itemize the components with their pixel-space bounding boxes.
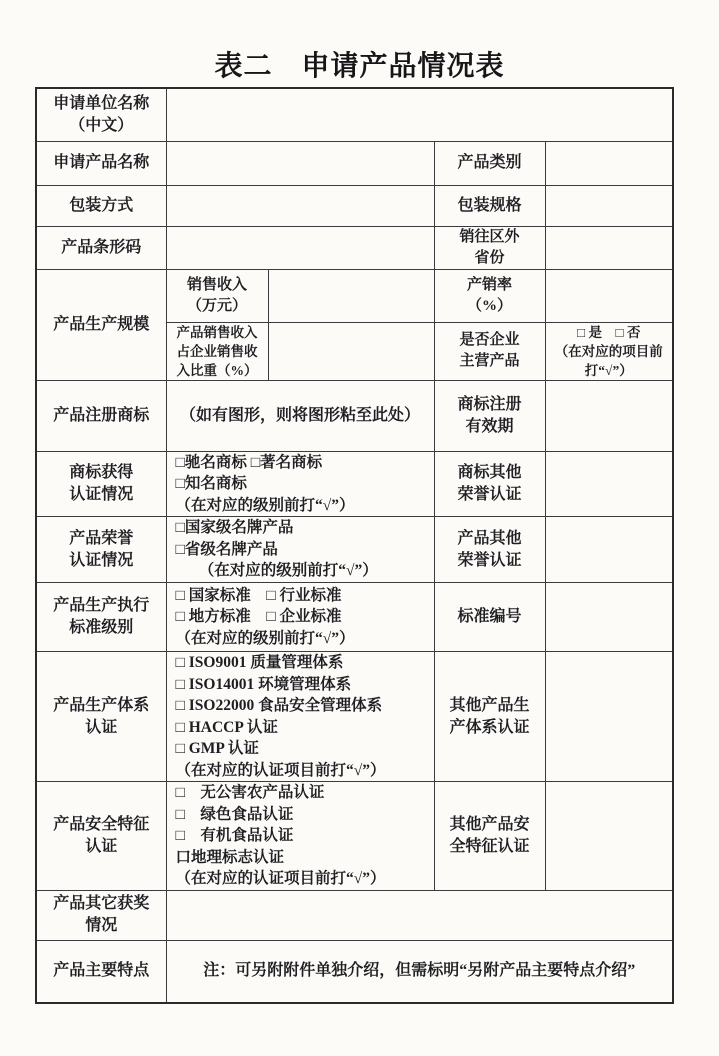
checkbox-hint-line: （在对应的级别前打“√”） [175,562,378,580]
label-line: 占企业销售收 [176,343,258,359]
production-scale-label: 产品生产规模 [36,269,166,380]
main-features-label: 产品主要特点 [36,940,166,1003]
standard-number-input-cell [545,583,673,652]
label-line: 产品销售收入 [176,324,258,340]
safety-cert-options-cell [166,782,434,891]
label-line: 产品生产执行 [53,597,150,614]
safety-cert-label [36,782,166,891]
label-line: 是否企业 [459,332,520,348]
label-line: 有效期 [465,417,514,435]
packaging-spec-label: 包装规格 [434,185,545,226]
label-line: 产品安全特征 [53,815,150,833]
label-line: 产品荣誉 [69,529,134,547]
label-line: 产体系认证 [449,718,530,736]
label-line: 商标其他 [457,463,522,481]
row-standard-level [36,583,673,652]
company-name-label [36,88,166,141]
revenue-ratio-input-cell [268,322,434,380]
label-line: 认证情况 [69,485,134,503]
checkbox-hint-line: （在对应的级别前打“√”） [175,629,355,647]
checkbox-hint-line: （在对应的认证项目前打“√”） [175,761,386,779]
row-packaging [36,185,673,226]
main-product-options-cell [545,322,673,380]
product-application-table [35,87,674,1004]
row-product-name [36,141,673,185]
product-name-input-cell [166,141,434,185]
label-line: （万元） [186,297,247,314]
product-other-honor-input-cell [545,517,673,583]
label-line: 情况 [85,917,118,934]
label-line: 主营产品 [459,353,520,369]
other-safety-cert-input-cell [545,782,673,891]
product-name-label: 申请产品名称 [36,141,166,185]
honor-cert-label [36,517,166,583]
revenue-ratio-label [166,322,268,380]
label-line: 商标注册 [457,395,522,413]
label-line: （%） [466,297,512,314]
checkbox-option-line: □知名商标 [175,475,247,492]
row-main-features [36,940,673,1003]
label-line: （中文） [69,116,134,134]
product-other-honor-label [434,517,545,583]
checkbox-hint-line: 打“√”） [584,362,633,378]
trademark-validity-input-cell [545,380,673,451]
other-awards-label [36,890,166,940]
label-line: 荣誉认证 [457,551,522,569]
other-awards-input-cell [166,890,673,940]
label-line: 其他产品生 [449,696,530,714]
outside-province-input-cell [545,226,673,269]
label-line: 产品生产体系 [53,696,150,714]
checkbox-option-line: □驰名商标 □著名商标 [175,453,323,471]
packaging-method-input-cell [166,185,434,226]
trademark-other-honor-input-cell [545,451,673,517]
row-barcode [36,226,673,269]
row-honor-cert [36,517,673,583]
label-line: 认证 [85,718,118,736]
honor-cert-options-cell [166,517,434,583]
checkbox-option-line: □ 无公害农产品认证 [175,784,325,801]
checkbox-option-line: □ GMP 认证 [175,740,259,757]
packaging-spec-input-cell [545,185,673,226]
product-category-input-cell [545,141,673,185]
label-line: 申请单位名称 [53,94,150,112]
label-line: 销往区外 [459,228,520,245]
checkbox-option-line: □ 国家标准 □ 行业标准 [175,586,342,604]
label-line: 全特征认证 [449,837,530,855]
row-company-name [36,88,673,141]
label-line: 荣誉认证 [457,485,522,503]
standard-number-label: 标准编号 [434,583,545,652]
checkbox-option-line: □ ISO22000 食品安全管理体系 [175,697,383,714]
label-line: 认证 [85,837,118,855]
label-line: 标准级别 [69,619,134,636]
other-system-cert-input-cell [545,652,673,782]
trademark-other-honor-label [434,451,545,517]
standard-level-label [36,583,166,652]
label-line: 其他产品安 [449,815,530,833]
checkbox-option-line: □ 有机食品认证 [175,827,294,844]
label-line: 省份 [474,249,505,266]
sales-revenue-input-cell [268,269,434,322]
outside-province-label [434,226,545,269]
checkbox-option-line: □ ISO14001 环境管理体系 [175,675,352,693]
main-features-note-cell: 注：可另附附件单独介绍，但需标明“另附产品主要特点介绍” [166,940,673,1003]
sales-rate-input-cell [545,269,673,322]
label-line: 销售收入 [186,276,247,293]
label-line: 产销率 [466,276,512,293]
label-line: 商标获得 [69,463,134,481]
row-other-awards [36,890,673,940]
checkbox-option-line: □ HACCP 认证 [175,718,278,736]
registered-trademark-label: 产品注册商标 [36,380,166,451]
row-trademark-cert [36,451,673,517]
barcode-label: 产品条形码 [36,226,166,269]
checkbox-option-line: □ ISO9001 质量管理体系 [175,654,344,671]
label-line: 入比重（%） [176,362,258,378]
standard-level-options-cell [166,583,434,652]
row-system-cert [36,652,673,782]
trademark-cert-options-cell [166,451,434,517]
checkbox-option-line: □ 绿色食品认证 [175,805,294,823]
trademark-cert-label [36,451,166,517]
checkbox-hint-line: （在对应的项目前 [554,343,663,359]
packaging-method-label: 包装方式 [36,185,166,226]
checkbox-hint-line: （在对应的级别前打“√”） [175,496,355,514]
label-line: 产品其它获奖 [53,895,150,912]
system-cert-options-cell [166,652,434,782]
barcode-input-cell [166,226,434,269]
other-system-cert-label [434,652,545,782]
trademark-validity-label [434,380,545,451]
system-cert-label [36,652,166,782]
checkbox-option-line: □ 地方标准 □ 企业标准 [175,608,342,626]
main-product-label [434,322,545,380]
checkbox-hint-line: （在对应的认证项目前打“√”） [175,870,386,887]
row-registered-trademark [36,380,673,451]
label-line: 产品其他 [457,529,522,547]
page-title: 表二 申请产品情况表 [214,51,505,82]
sales-rate-label [434,269,545,322]
other-safety-cert-label [434,782,545,891]
sales-revenue-label [166,269,268,322]
checkbox-option-line: □省级名牌产品 [175,540,278,558]
row-production-scale-1 [36,269,673,322]
checkbox-option-line: □国家级名牌产品 [175,519,294,537]
product-category-label: 产品类别 [434,141,545,185]
label-line: 认证情况 [69,551,134,569]
company-name-input-cell [166,88,673,141]
checkbox-option-line: □ 是 □ 否 [576,324,641,340]
row-safety-cert [36,782,673,891]
checkbox-option-line: 口地理标志认证 [175,848,285,866]
trademark-image-placeholder-cell: （如有图形，则将图形粘至此处） [166,380,434,451]
